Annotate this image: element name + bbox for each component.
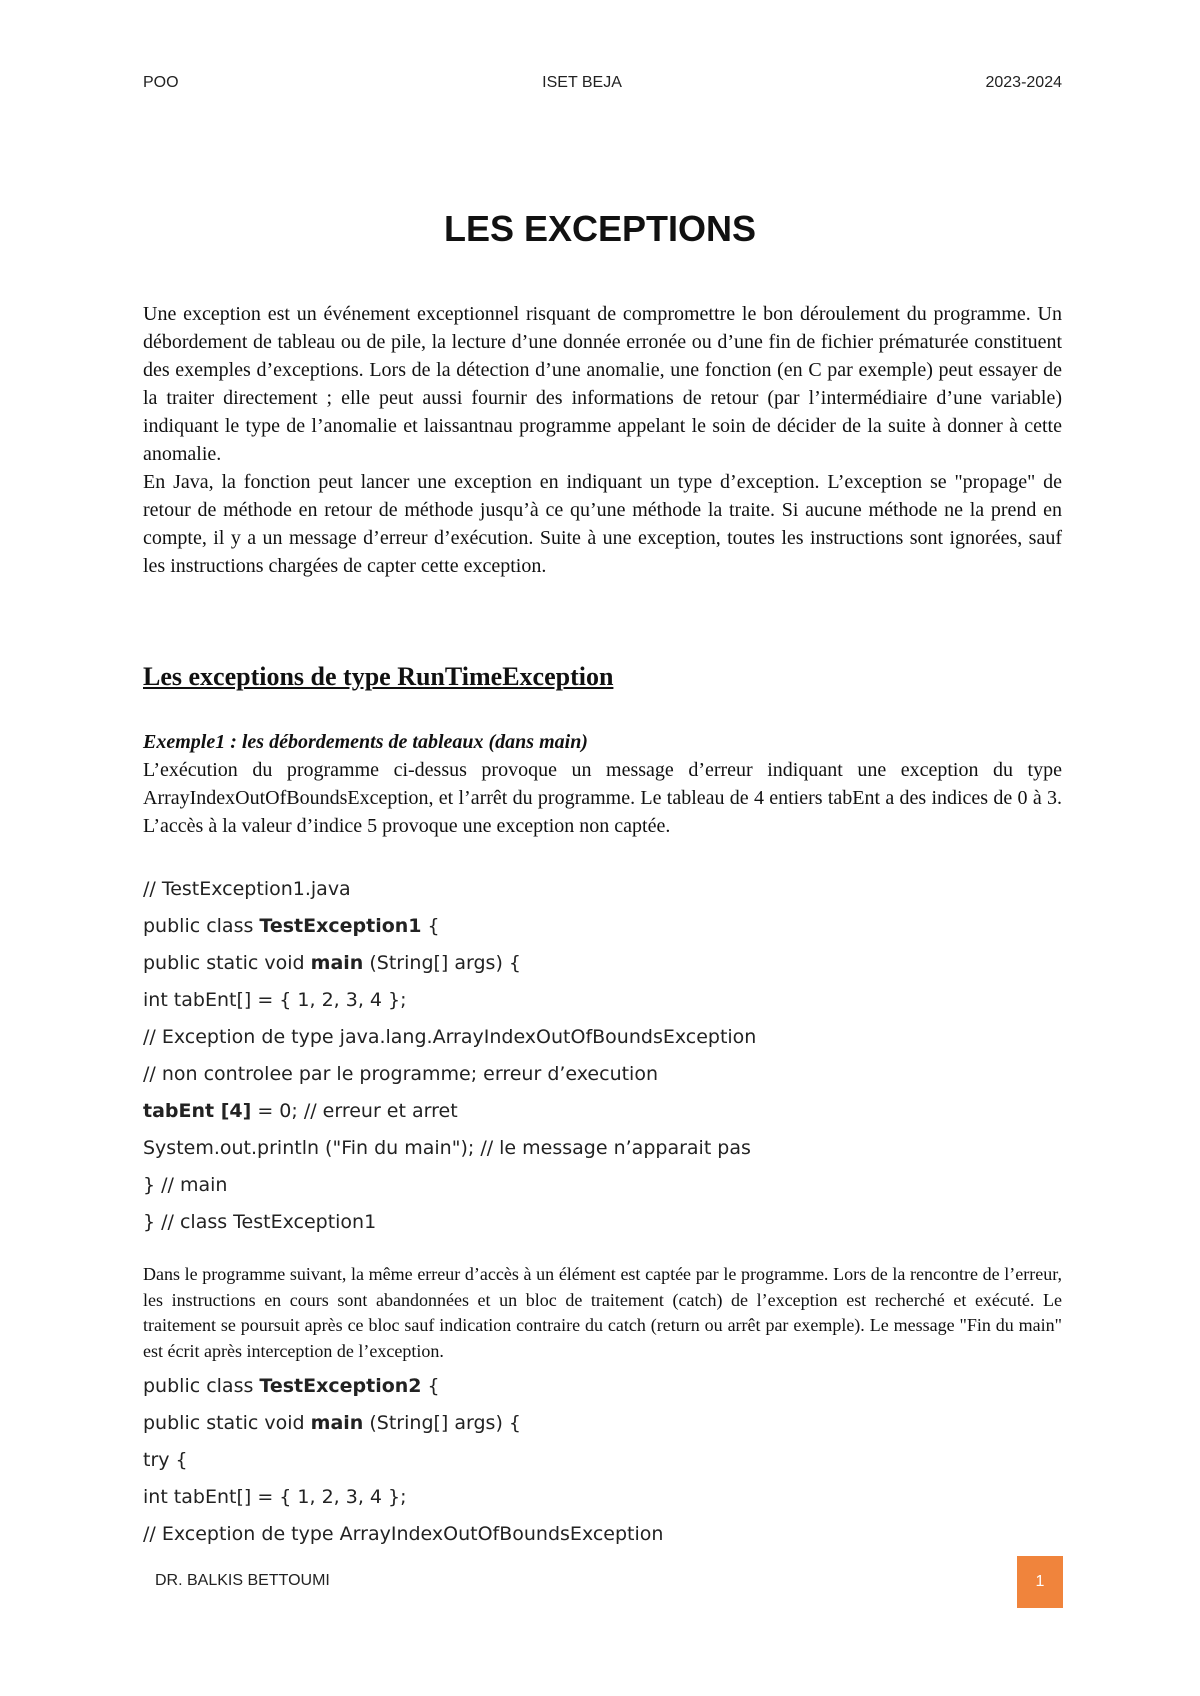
code-block-2 [143,1368,1062,1553]
page-number-badge: 1 [1017,1556,1063,1608]
intro-paragraph-2: En Java, la fonction peut lancer une exception en indiquant un type d’exception. L’exception se "propage" de retour de méthode en retour de méthode jusqu’à ce qu’une méthode la traite. Si aucune méthode ne la prend en compte, il y a un message d’erreur d’exécution. Suite à une exception, toutes les instructions sont ignorées, sauf les instructions chargées de capter cette exception. [143,471,1062,577]
code-text: { [421,915,440,937]
code-line [143,1405,1062,1442]
code-line: } // class TestException1 [143,1211,377,1233]
code-text: (String[] args) { [363,952,521,974]
code-text: { [421,1375,440,1397]
section-title: Les exceptions de type RunTimeException [143,662,614,691]
code-line [143,1368,1062,1405]
code-text: public class [143,915,260,937]
code-line [143,945,1062,982]
code-keyword: TestException1 [259,915,422,937]
code-line [143,1093,1062,1130]
document-title: LES EXCEPTIONS [443,208,757,249]
code-keyword: tabEnt [4] [143,1100,252,1122]
code-text: public static void [143,952,311,974]
paragraph-2: Dans le programme suivant, la même erreur d’accès à un élément est captée par le programme. Lors de la rencontre de l’erreur, les instructions en cours sont abandonnées et un bloc de traitement (catch) de l’exception est recherché et exécuté. Le traitement se poursuit après ce bloc sauf indication contraire du catch (return ou arrêt par exemple). Le message "Fin du main" est écrit après interception de l’exception. [143,1264,1062,1361]
example1-text: L’exécution du programme ci-dessus provoque un message d’erreur indiquant une exception du type ArrayIndexOutOfBoundsException, et l’arrêt du programme. Le tableau de 4 entiers tabEnt a des indices de 0 à 3. L’accès à la valeur d’indice 5 provoque une exception non captée. [143,759,1062,837]
code-keyword: main [310,1412,364,1434]
code-line [143,908,1062,945]
header-year: 2023-2024 [985,74,1062,91]
page-header [143,74,1062,92]
code-line: // Exception de type ArrayIndexOutOfBoundsException [143,1523,664,1545]
code-line: // Exception de type java.lang.ArrayIndexOutOfBoundsException [143,1026,757,1048]
intro-section [143,300,1062,580]
code-block-1 [143,871,1062,1241]
example1-title: Exemple1 : les débordements de tableaux (dans main) [143,731,588,753]
intro-paragraph-1: Une exception est un événement exceptionnel risquant de compromettre le bon déroulement du programme. Un débordement de tableau ou de pile, la lecture d’une donnée erronée ou d’une fin de fichier prématurée constituent des exemples d’exceptions. Lors de la détection d’une anomalie, une fonction (en C par exemple) peut essayer de la traiter directement ; elle peut aussi fournir des informations de retour (par l’intermédiaire d’une variable) indiquant le type de l’anomalie et laissantnau programme appelant le soin de décider de la suite à donner à cette anomalie. [143,303,1062,465]
header-course: POO [143,74,179,91]
footer-author: DR. BALKIS BETTOUMI [155,1572,330,1589]
code-keyword: main [310,952,364,974]
header-institution: ISET BEJA [542,74,622,91]
code-line: // TestException1.java [143,878,351,900]
code-line: } // main [143,1174,228,1196]
code-text: = 0; // erreur et arret [251,1100,458,1122]
code-line: // non controlee par le programme; erreur d’execution [143,1063,659,1085]
code-line: System.out.println ("Fin du main"); // le message n’apparait pas [143,1137,751,1159]
code-text: (String[] args) { [363,1412,521,1434]
code-line: int tabEnt[] = { 1, 2, 3, 4 }; [143,1486,407,1508]
code-line: int tabEnt[] = { 1, 2, 3, 4 }; [143,989,407,1011]
code-line: try { [143,1449,188,1471]
example1-section [143,728,1062,840]
code-text: public static void [143,1412,311,1434]
code-keyword: TestException2 [259,1375,422,1397]
code-text: public class [143,1375,260,1397]
